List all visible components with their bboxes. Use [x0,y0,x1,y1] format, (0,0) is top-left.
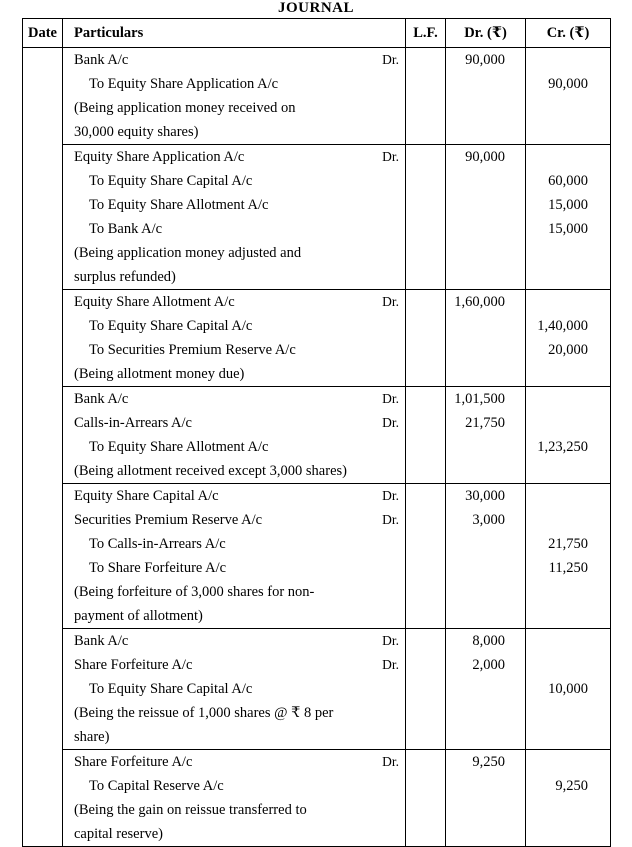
particulars-line [74,338,399,362]
account-name: To Equity Share Allotment A/c [89,197,269,213]
entry-block [23,480,62,624]
particulars-line [74,798,399,822]
entry-block [526,145,610,290]
entry-date [23,648,62,672]
particulars-line [74,217,399,241]
entry-block [63,290,405,387]
debit-amount: 90,000 [465,52,505,68]
entry-date [23,816,62,840]
credit-amount [526,701,610,725]
account-name: (Being application money received on [74,100,296,116]
particulars-line [74,435,399,459]
debit-amount [446,435,525,459]
column-header-credit: Cr. (₹) [526,19,611,48]
account-name: Bank A/c [74,633,129,649]
particulars-line [74,387,399,411]
account-name: share) [74,729,110,745]
credit-amount [526,798,610,822]
lf-value [406,193,445,217]
particulars-line [74,193,399,217]
entry-block [446,629,525,750]
lf-value [406,96,445,120]
entry-date [23,672,62,696]
credit-amount: 9,250 [555,778,588,794]
account-name: Calls-in-Arrears A/c [74,415,192,431]
entry-block [526,629,610,750]
entry-block [446,387,525,484]
lf-value [406,314,445,338]
account-name: Bank A/c [74,391,129,407]
entry-block [63,484,405,629]
lf-value [406,701,445,725]
entry-block [23,288,62,384]
lf-value [406,48,445,72]
debit-amount [446,265,525,289]
entry-block [63,48,405,145]
account-name: Share Forfeiture A/c [74,657,193,673]
account-name: (Being application money adjusted and [74,245,302,261]
column-header-date: Date [23,19,63,48]
entry-date [23,408,62,432]
lf-value [406,411,445,435]
column-header-particulars: Particulars [63,19,406,48]
credit-amount: 1,40,000 [537,318,588,334]
lf-value [406,725,445,749]
particulars-line [74,48,399,72]
entry-date [23,240,62,264]
debit-amount [446,774,525,798]
particulars-line [74,459,399,483]
lf-value [406,508,445,532]
debit-amount [446,217,525,241]
debit-marker: Dr. [382,52,399,67]
debit-marker: Dr. [382,149,399,164]
entry-block [23,144,62,288]
column-header-lf: L.F. [406,19,446,48]
debit-amount [446,241,525,265]
credit-amount [526,459,610,483]
entry-block [446,145,525,290]
credit-amount [526,48,610,72]
page-title: JOURNAL [277,0,354,16]
debit-amount: 21,750 [465,415,505,431]
debit-marker: Dr. [382,294,399,309]
debit-amount: 90,000 [465,149,505,165]
entry-block [63,629,405,750]
entry-block [526,484,610,629]
account-name: (Being the reissue of 1,000 shares @ ₹ 8 per [74,705,334,721]
table-header [23,19,611,48]
entry-block [526,48,610,145]
lf-value [406,532,445,556]
entry-block [406,290,445,387]
entry-date [23,336,62,360]
entry-block [446,48,525,145]
entry-block [406,387,445,484]
account-name: (Being forfeiture of 3,000 shares for non- [74,584,315,600]
entry-block [63,387,405,484]
entry-date [23,48,62,72]
lf-value [406,798,445,822]
debit-amount [446,314,525,338]
credit-amount: 15,000 [548,197,588,213]
entry-date [23,144,62,168]
entry-date [23,576,62,600]
credit-amount [526,96,610,120]
debit-marker: Dr. [382,488,399,503]
credit-amount [526,604,610,628]
account-name: To Equity Share Capital A/c [89,173,253,189]
entry-block [23,624,62,744]
lf-value [406,556,445,580]
account-name: (Being the gain on reissue transferred to [74,802,307,818]
debit-amount [446,701,525,725]
lf-value [406,580,445,604]
journal-table [22,18,611,847]
account-name: To Calls-in-Arrears A/c [89,536,226,552]
lf-column [406,48,446,847]
credit-amount [526,822,610,846]
credit-column [526,48,611,847]
account-name: (Being allotment money due) [74,366,245,382]
particulars-line [74,653,399,677]
entry-block [63,145,405,290]
entry-date [23,216,62,240]
credit-amount [526,629,610,653]
credit-amount [526,362,610,386]
entry-date [23,120,62,144]
debit-amount [446,532,525,556]
account-name: Bank A/c [74,52,129,68]
entry-date [23,744,62,768]
entry-block [23,48,62,144]
entry-date [23,600,62,624]
particulars-column [63,48,406,847]
header-row [23,19,611,48]
lf-value [406,774,445,798]
credit-amount: 21,750 [548,536,588,552]
lf-value [406,241,445,265]
credit-amount: 10,000 [548,681,588,697]
entry-date [23,72,62,96]
debit-amount [446,798,525,822]
entry-block [446,290,525,387]
account-name: capital reserve) [74,826,163,842]
account-name: To Bank A/c [89,221,163,237]
table-row [23,48,611,847]
particulars-line [74,580,399,604]
debit-amount [446,72,525,96]
particulars-line [74,532,399,556]
lf-value [406,387,445,411]
entry-block [406,48,445,145]
column-header-debit: Dr. (₹) [446,19,526,48]
account-name: Equity Share Capital A/c [74,488,219,504]
entry-date [23,288,62,312]
lf-value [406,145,445,169]
lf-value [406,822,445,846]
particulars-line [74,169,399,193]
entry-date [23,720,62,744]
entry-block [406,629,445,750]
debit-amount: 3,000 [472,512,505,528]
debit-amount [446,338,525,362]
debit-amount [446,822,525,846]
particulars-line [74,701,399,725]
particulars-line [74,774,399,798]
credit-amount: 20,000 [548,342,588,358]
credit-amount [526,290,610,314]
account-name: To Equity Share Capital A/c [89,318,253,334]
credit-amount [526,120,610,144]
entry-date [23,384,62,408]
particulars-line [74,411,399,435]
lf-value [406,435,445,459]
entry-date [23,768,62,792]
entry-date [23,96,62,120]
debit-marker: Dr. [382,415,399,430]
debit-marker: Dr. [382,633,399,648]
lf-value [406,217,445,241]
entry-block [446,484,525,629]
particulars-line [74,241,399,265]
debit-amount [446,193,525,217]
lf-value [406,362,445,386]
credit-amount [526,580,610,604]
particulars-line [74,314,399,338]
debit-amount [446,169,525,193]
particulars-line [74,556,399,580]
account-name: To Capital Reserve A/c [89,778,224,794]
particulars-line [74,822,399,846]
entry-block [23,744,62,840]
debit-amount [446,96,525,120]
lf-value [406,677,445,701]
credit-amount [526,725,610,749]
lf-value [406,265,445,289]
account-name: To Equity Share Capital A/c [89,681,253,697]
debit-amount [446,580,525,604]
account-name: To Equity Share Allotment A/c [89,439,269,455]
entry-block [23,384,62,480]
credit-amount [526,411,610,435]
entry-date [23,552,62,576]
entry-date [23,528,62,552]
credit-amount [526,387,610,411]
account-name: surplus refunded) [74,269,176,285]
entry-date [23,360,62,384]
lf-value [406,290,445,314]
entry-block [526,750,610,846]
particulars-line [74,725,399,749]
account-name: Equity Share Allotment A/c [74,294,235,310]
lf-value [406,120,445,144]
entry-block [406,145,445,290]
entry-block [446,750,525,846]
particulars-line [74,265,399,289]
account-name: Equity Share Application A/c [74,149,245,165]
debit-amount [446,459,525,483]
entry-date [23,192,62,216]
credit-amount: 1,23,250 [537,439,588,455]
particulars-line [74,290,399,314]
credit-amount [526,750,610,774]
particulars-line [74,484,399,508]
entry-date [23,624,62,648]
credit-amount [526,484,610,508]
particulars-line [74,96,399,120]
account-name: payment of allotment) [74,608,203,624]
entry-block [406,750,445,846]
credit-amount [526,145,610,169]
debit-amount: 2,000 [472,657,505,673]
credit-amount [526,265,610,289]
lf-value [406,750,445,774]
account-name: To Equity Share Application A/c [89,76,279,92]
debit-amount: 30,000 [465,488,505,504]
particulars-line [74,362,399,386]
lf-value [406,338,445,362]
entry-block [526,387,610,484]
debit-marker: Dr. [382,657,399,672]
credit-amount [526,653,610,677]
account-name: 30,000 equity shares) [74,124,199,140]
table-body [23,48,611,847]
entry-date [23,792,62,816]
entry-block [63,750,405,846]
debit-amount: 8,000 [472,633,505,649]
particulars-line [74,508,399,532]
account-name: Share Forfeiture A/c [74,754,193,770]
credit-amount: 15,000 [548,221,588,237]
debit-amount [446,725,525,749]
account-name: To Share Forfeiture A/c [89,560,227,576]
entry-date [23,168,62,192]
credit-amount: 60,000 [548,173,588,189]
credit-amount [526,241,610,265]
lf-value [406,604,445,628]
entry-date [23,312,62,336]
particulars-line [74,750,399,774]
particulars-line [74,120,399,144]
debit-amount [446,556,525,580]
account-name: To Securities Premium Reserve A/c [89,342,296,358]
lf-value [406,629,445,653]
entry-date [23,504,62,528]
debit-amount [446,120,525,144]
debit-amount [446,604,525,628]
debit-amount: 1,60,000 [454,294,505,310]
lf-value [406,484,445,508]
particulars-line [74,604,399,628]
debit-amount [446,362,525,386]
particulars-line [74,145,399,169]
debit-marker: Dr. [382,391,399,406]
debit-marker: Dr. [382,754,399,769]
entry-date [23,696,62,720]
entry-date [23,264,62,288]
entry-block [406,484,445,629]
lf-value [406,653,445,677]
debit-amount: 1,01,500 [454,391,505,407]
credit-amount: 90,000 [548,76,588,92]
entry-date [23,432,62,456]
credit-amount: 11,250 [548,560,588,576]
debit-amount [446,677,525,701]
account-name: Securities Premium Reserve A/c [74,512,263,528]
account-name: (Being allotment received except 3,000 shares) [74,463,347,479]
debit-marker: Dr. [382,512,399,527]
debit-amount: 9,250 [472,754,505,770]
date-column [23,48,63,847]
credit-amount [526,508,610,532]
lf-value [406,72,445,96]
lf-value [406,459,445,483]
debit-column [446,48,526,847]
lf-value [406,169,445,193]
entry-block [526,290,610,387]
particulars-line [74,72,399,96]
entry-date [23,480,62,504]
particulars-line [74,677,399,701]
particulars-line [74,629,399,653]
entry-date [23,456,62,480]
